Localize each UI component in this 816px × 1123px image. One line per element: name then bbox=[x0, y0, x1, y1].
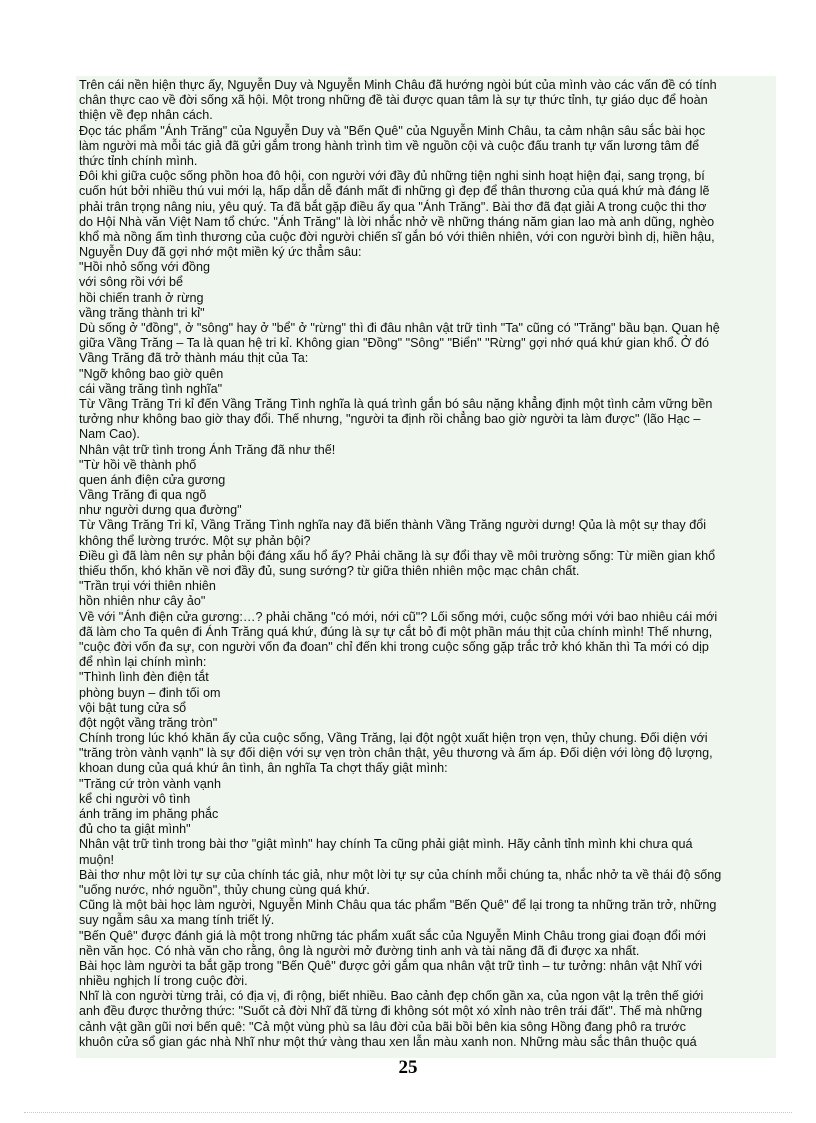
text-line: giữa Vầng Trăng – Ta là quan hệ tri kỉ. Không gian "Đồng" "Sông" "Biển" "Rừng" gợi nhớ quá khứ gian khổ. Ở đó bbox=[79, 336, 710, 351]
body-text bbox=[79, 78, 779, 1050]
text-line: làm người mà mỗi tác giả đã gửi gắm trong hành trình tìm về nguồn cội và cuộc đấu tranh tự vấn lương tâm để bbox=[79, 138, 700, 153]
text-line: đột ngột vầng trăng tròn" bbox=[79, 715, 218, 730]
text-line: Bài học làm người ta bắt gặp trong "Bến Quê" được gởi gắm qua nhân vật trữ tình – tư tưởng: nhân vật Nhĩ với bbox=[79, 958, 703, 973]
text-line: Nguyễn Duy đã gợi nhớ một miền ký ức thẳm sâu: bbox=[79, 245, 362, 260]
text-line: Từ Vầng Trăng Tri kỉ đến Vầng Trăng Tình nghĩa là quá trình gắn bó sâu nặng khẳng định một tình cảm vững bền bbox=[79, 396, 713, 411]
text-line: Từ Vầng Trăng Tri kỉ, Vầng Trăng Tình nghĩa nay đã biến thành Vầng Trăng người dưng! Qủa là một sự thay đổi bbox=[79, 518, 707, 533]
text-line: Nhân vật trữ tình trong Ánh Trăng đã như thế! bbox=[79, 442, 336, 457]
text-line: Vầng Trăng đi qua ngõ bbox=[79, 488, 207, 503]
text-line: Dù sống ở "đồng", ở "sông" hay ở "bể" ở "rừng" thì đi đâu nhân vật trữ tình "Ta" cũng có "Trăng" bầu bạn. Quan hệ bbox=[79, 321, 720, 335]
text-line: Nam Cao). bbox=[79, 427, 140, 442]
text-line: không thể lường trước. Một sự phản bội? bbox=[79, 533, 311, 548]
text-line: như người dưng qua đường" bbox=[79, 503, 242, 518]
text-line: Đôi khi giữa cuộc sống phồn hoa đô hội, con người với đầy đủ những tiện nghi sinh hoạt hiện đại, sang trọng, bí bbox=[79, 169, 705, 184]
text-line: "uống nước, nhớ nguồn", thủy chung cùng quá khứ. bbox=[79, 882, 370, 897]
text-line: thiếu thốn, khó khăn về nơi đầy đủ, sung sướng? từ giữa thiên nhiên mộc mạc chân chất. bbox=[79, 564, 580, 578]
text-line: "Thình lình đèn điện tắt bbox=[79, 670, 209, 685]
text-line: đã làm cho Ta quên đi Ánh Trăng quá khứ, đúng là sự tự cắt bỏ đi một phần máu thịt của chính mình! Thế nhưng, bbox=[79, 624, 713, 639]
text-line: "Trăng cứ tròn vành vạnh bbox=[79, 776, 221, 791]
text-line: ánh trăng im phăng phắc bbox=[79, 807, 219, 821]
text-line: quen ánh điện cửa gương bbox=[79, 472, 226, 487]
text-line: vầng trăng thành tri kỉ" bbox=[79, 305, 205, 320]
text-line: thức tỉnh chính mình. bbox=[79, 153, 198, 168]
text-line: hồn nhiên như cây ảo" bbox=[79, 594, 206, 609]
text-line: khuôn cửa sổ gian gác nhà Nhĩ như một thứ vàng thau xen lẫn màu xanh non. Những màu sắc thân thuộc quá bbox=[79, 1034, 697, 1049]
text-line: thiện về đẹp nhân cách. bbox=[79, 108, 213, 123]
text-line: Vầng Trăng đã trở thành máu thịt của Ta: bbox=[79, 351, 309, 366]
text-line: phải trân trọng nâng niu, yêu quý. Ta đã bắt gặp điều ấy qua "Ánh Trăng". Bài thơ đã đạt giải A trong cuộc thi thơ bbox=[79, 199, 707, 214]
text-line: Nhân vật trữ tình trong bài thơ "giật mình" hay chính Ta cũng phải giật mình. Hãy cảnh tỉnh mình khi chưa quá bbox=[79, 837, 693, 852]
text-line: vội bật tung cửa sổ bbox=[79, 700, 187, 715]
text-line: Bài thơ như một lời tự sự của chính tác giả, như một lời tự sự của chính mỗi chúng ta, nhắc nhở ta về thái độ sống bbox=[79, 867, 722, 882]
text-line: do Hội Nhà văn Việt Nam tổ chức. "Ánh Trăng" là lời nhắc nhở về những tháng năm gian lao mà anh dũng, nghèo bbox=[79, 214, 715, 229]
page-number: 25 bbox=[398, 1057, 418, 1078]
text-line: Chính trong lúc khó khăn ấy của cuộc sống, Vầng Trăng, lại đột ngột xuất hiện trọn vẹn, thủy chung. Đối diện với bbox=[79, 731, 708, 746]
text-line: để nhìn lại chính mình: bbox=[79, 655, 207, 670]
text-line: tưởng như không bao giờ thay đổi. Thế nhưng, "người ta định rồi chẳng bao giờ người ta làm được" (lão Hạc – bbox=[79, 412, 701, 427]
text-line: Điều gì đã làm nên sự phản bội đáng xấu hổ ấy? Phải chăng là sự đổi thay về môi trường sống: Từ miền gian khổ bbox=[79, 548, 716, 563]
text-line: khổ mà nồng ấm tình thương của cuộc đời người chiến sĩ gắn bó với thiên nhiên, với con người bình dị, hiền hậu, bbox=[79, 229, 715, 244]
text-line: chân thực cao về đời sống xã hội. Một trong những đề tài được quan tâm là sự tự thức tỉnh, tự giáo dục để hoàn bbox=[79, 93, 708, 108]
text-line: nhiều nghịch lí trong cuộc đời. bbox=[79, 974, 248, 989]
text-line: "Ngỡ không bao giờ quên bbox=[79, 366, 224, 381]
text-line: khoan dung của quá khứ ân tình, ân nghĩa Ta chợt thấy giật mình: bbox=[79, 761, 448, 776]
text-line: anh đều được thưởng thức: "Suốt cả đời Nhĩ đã từng đi không sót một xó xỉnh nào trên trái đất". Thế mà những bbox=[79, 1004, 703, 1019]
text-line: hồi chiến tranh ở rừng bbox=[79, 290, 204, 305]
page-bottom-rule bbox=[24, 1112, 792, 1113]
text-line: suy ngẫm sâu xa mang tính triết lý. bbox=[79, 913, 275, 928]
text-line: "trăng tròn vành vạnh" là sự đối diện với sự vẹn tròn chân thật, yêu thương và ấm áp. Đối diện với lòng độ lượng, bbox=[79, 746, 713, 761]
text-line: Cũng là một bài học làm người, Nguyễn Minh Châu qua tác phẩm "Bến Quê" để lại trong ta những trăn trở, những bbox=[79, 898, 717, 913]
text-line: phòng buyn – đinh tối om bbox=[79, 685, 221, 700]
text-line: Trên cái nền hiện thực ấy, Nguyễn Duy và Nguyễn Minh Châu đã hướng ngòi bút của mình vào các vấn đề có tính bbox=[79, 78, 717, 92]
text-line: cái vầng trăng tình nghĩa" bbox=[79, 381, 223, 396]
text-line: muộn! bbox=[79, 852, 115, 867]
text-line: Đọc tác phẩm "Ánh Trăng" của Nguyễn Duy và "Bến Quê" của Nguyễn Minh Châu, ta cảm nhận sâu sắc bài học bbox=[79, 123, 706, 138]
text-line: "cuộc đời vốn đa sự, con người vốn đa đoan" chỉ đến khi trong cuộc sống gặp trắc trở khó khăn thì Ta mới có dịp bbox=[79, 639, 709, 654]
text-line: Về với "Ánh điện cửa gương:…? phải chăng "có mới, nới cũ"? Lối sống mới, cuộc sống mới với bao nhiêu cái mới bbox=[79, 609, 718, 624]
text-line: đủ cho ta giật mình" bbox=[79, 822, 191, 837]
text-line: "Trần trụi với thiên nhiên bbox=[79, 579, 216, 594]
text-line: nền văn học. Có nhà văn cho rằng, ông là người mở đường tinh anh và tài năng đã đi được xa nhất. bbox=[79, 943, 640, 958]
text-line: "Bến Quê" được đánh giá là một trong những tác phẩm xuất sắc của Nguyễn Minh Châu trong giai đoạn đổi mới bbox=[79, 928, 706, 943]
text-line: "Từ hồi về thành phố bbox=[79, 457, 197, 472]
text-line: kể chi người vô tình bbox=[79, 791, 191, 806]
text-line: với sông rồi với bể bbox=[79, 275, 184, 290]
text-line: "Hồi nhỏ sống với đồng bbox=[79, 260, 211, 275]
text-line: cảnh vật gần gũi nơi bến quê: "Cả một vùng phù sa lâu đời của bãi bồi bên kia sông Hồng đang phô ra trước bbox=[79, 1019, 686, 1034]
text-line: cuốn hút bởi nhiều thú vui mới lạ, hấp dẫn dễ đánh mất đi những gì đẹp để thân thương của quá khứ mà đáng lẽ bbox=[79, 184, 710, 199]
text-line: Nhĩ là con người từng trải, có địa vị, đi rộng, biết nhiều. Bao cảnh đẹp chốn gần xa, của ngon vật lạ trên thế giới bbox=[79, 989, 704, 1004]
